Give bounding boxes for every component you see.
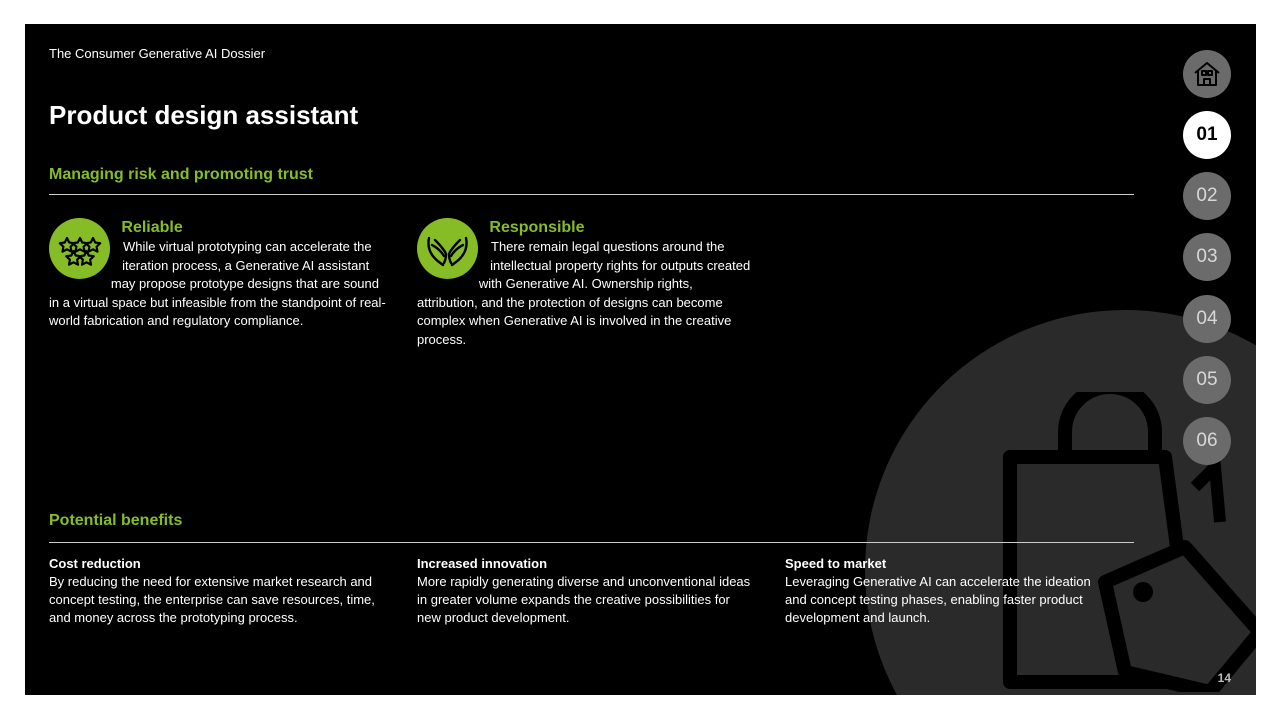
benefit-cost-reduction (49, 555, 389, 627)
benefit-speed-to-market (785, 555, 1115, 627)
nav-home-button[interactable] (1183, 50, 1231, 98)
nav-section-02[interactable]: 02 (1183, 172, 1231, 220)
stars-icon (49, 218, 110, 279)
benefit-body: Leveraging Generative AI can accelerate the ideation and concept testing phases, enabling faster product development and launch. (785, 574, 1091, 625)
nav-section-01[interactable]: 01 (1183, 111, 1231, 159)
risk-divider (49, 194, 1134, 195)
risk-section-heading: Managing risk and promoting trust (49, 166, 314, 183)
document-title: The Consumer Generative AI Dossier (49, 46, 266, 61)
card-body-responsible: There remain legal questions around the intellectual property rights for outputs created with Generative AI. Ownership rights, attribution, and the protection of designs can become complex when Generative AI is involved in the creative process. (417, 239, 751, 347)
nav-section-03[interactable]: 03 (1183, 233, 1231, 281)
card-body-reliable: While virtual prototyping can accelerate the iteration process, a Generative AI assistant may propose prototype designs that are sound in a virtual space but infeasible from the standpoint of real-world fabrication and regulatory compliance. (49, 239, 386, 328)
card-title-reliable: Reliable (121, 219, 183, 236)
slide (25, 24, 1256, 695)
page-number: 14 (1217, 671, 1231, 685)
page-title: Product design assistant (49, 100, 359, 130)
benefit-body: More rapidly generating diverse and unconventional ideas in greater volume expands the creative possibilities for new product development. (417, 574, 751, 625)
nav-section-04[interactable]: 04 (1183, 295, 1231, 343)
card-responsible (417, 218, 757, 349)
benefits-divider (49, 542, 1134, 543)
nav-section-05[interactable]: 05 (1183, 356, 1231, 404)
card-reliable (49, 218, 389, 331)
card-title-responsible: Responsible (489, 219, 585, 236)
benefit-title: Cost reduction (49, 556, 141, 571)
benefit-body: By reducing the need for extensive market research and concept testing, the enterprise can save resources, time, and money across the prototyping process. (49, 574, 375, 625)
home-icon (1192, 59, 1222, 89)
benefit-title: Increased innovation (417, 556, 548, 571)
benefit-increased-innovation (417, 555, 757, 627)
hands-icon (417, 218, 478, 279)
benefits-section-heading: Potential benefits (49, 512, 183, 529)
benefit-title: Speed to market (785, 556, 887, 571)
nav-section-06[interactable]: 06 (1183, 417, 1231, 465)
